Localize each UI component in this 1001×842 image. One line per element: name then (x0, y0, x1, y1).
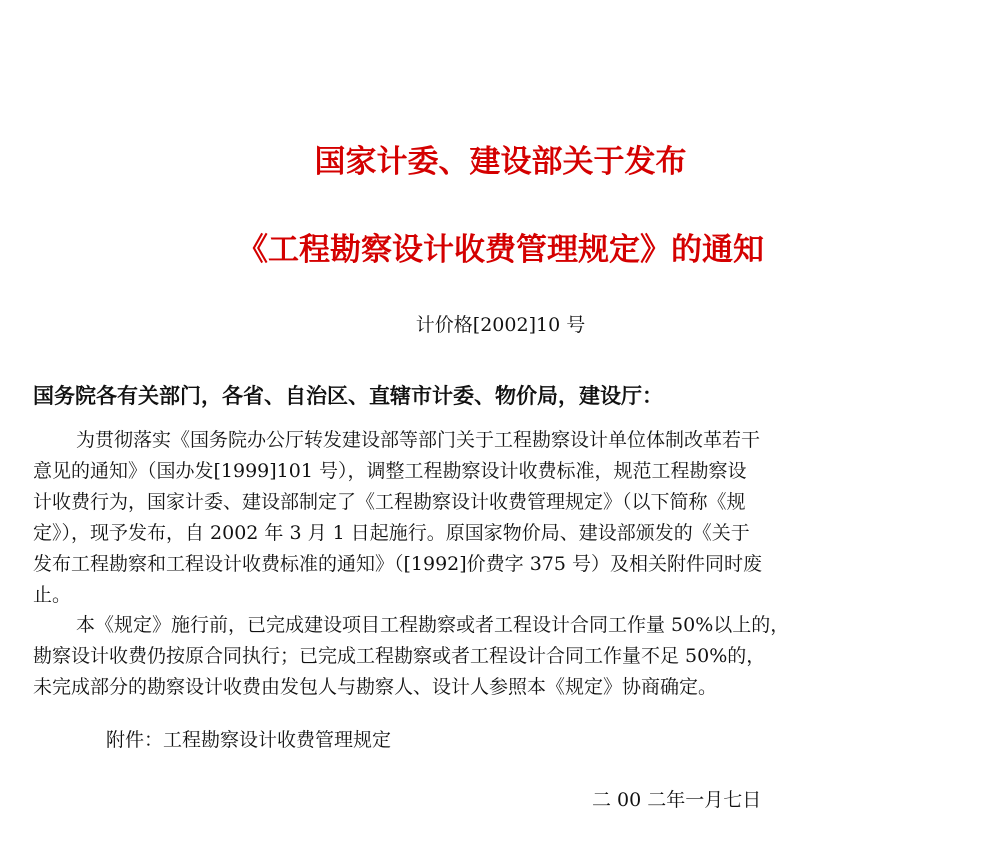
paragraph-line: 本《规定》施行前，已完成建设项目工程勘察或者工程设计合同工作量 50%以上的， (76, 614, 790, 636)
paragraph-line: 止。 (33, 584, 72, 606)
paragraph-line: 未完成部分的勘察设计收费由发包人与勘察人、设计人参照本《规定》协商确定。 (33, 676, 718, 698)
paragraph-line: 计收费行为，国家计委、建设部制定了《工程勘察设计收费管理规定》（以下简称《规 (33, 491, 746, 513)
body-paragraph-1 (33, 425, 933, 611)
document-number: 计价格[2002]10 号 (415, 314, 586, 336)
title-line-1: 国家计委、建设部关于发布 (314, 144, 687, 180)
body-paragraph-2 (33, 610, 933, 703)
attachment-note: 附件：工程勘察设计收费管理规定 (106, 729, 392, 751)
paragraph-line: 勘察设计收费仍按原合同执行；已完成工程勘察或者工程设计合同工作量不足 50%的， (33, 645, 766, 667)
issue-date: 二 00 二年一月七日 (592, 789, 762, 811)
title-line-2: 《工程勘察设计收费管理规定》的通知 (237, 232, 764, 268)
addressee: 国务院各有关部门，各省、自治区、直辖市计委、物价局，建设厅： (33, 384, 663, 408)
paragraph-line: 为贯彻落实《国务院办公厅转发建设部等部门关于工程勘察设计单位体制改革若干 (76, 429, 761, 451)
paragraph-line: 发布工程勘察和工程设计收费标准的通知》（[1992]价费字 375 号）及相关附件同时废 (33, 553, 763, 575)
paragraph-line: 定》），现予发布，自 2002 年 3 月 1 日起施行。原国家物价局、建设部颁发的《关于 (33, 522, 750, 544)
paragraph-line: 意见的通知》（国办发[1999]101 号），调整工程勘察设计收费标准，规范工程勘察设 (33, 460, 747, 482)
